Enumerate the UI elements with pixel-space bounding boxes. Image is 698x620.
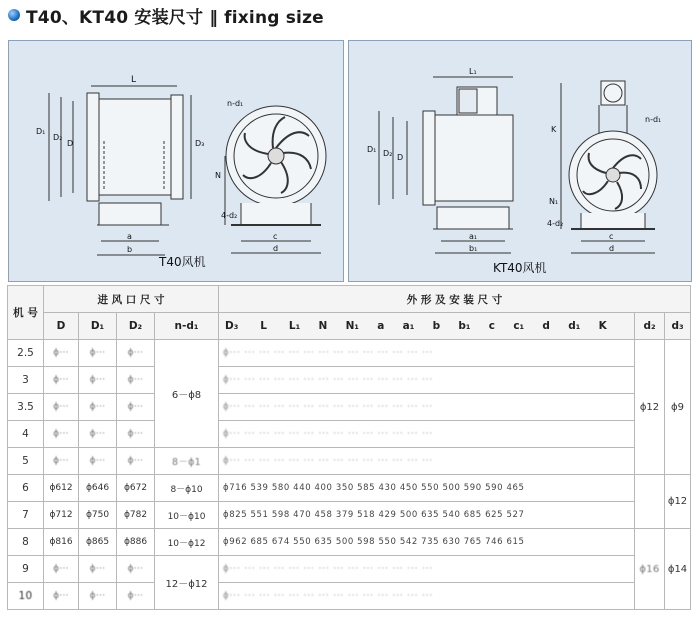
- label-4d2: 4-d₂: [221, 211, 238, 220]
- blurred-cell: ϕ···: [79, 340, 117, 367]
- nd1-cell: 8－ϕ10: [155, 475, 219, 502]
- table-row: [8, 340, 691, 367]
- inlet-D-cell: ϕ712: [44, 502, 79, 529]
- table-row: [8, 448, 691, 475]
- table-row: [8, 367, 691, 394]
- inlet-D1-cell: ϕ865: [79, 529, 117, 556]
- blurred-cell: ϕ···: [117, 421, 155, 448]
- title-text: T40、KT40 安装尺寸 ‖ fixing size: [26, 7, 324, 28]
- nd1-cell: 6－ϕ8: [155, 340, 219, 448]
- subheader-outline-dims: [219, 313, 635, 340]
- label-b1: b₁: [469, 244, 478, 253]
- subheader-a1: a₁: [402, 320, 415, 332]
- machine-no-cell: 3: [8, 367, 44, 394]
- subheader-L: L: [260, 320, 267, 332]
- label-b: b: [127, 245, 133, 254]
- subheader-N: N: [318, 320, 328, 332]
- table-row: [8, 583, 691, 610]
- inlet-D-cell: ϕ816: [44, 529, 79, 556]
- subheader-D3: D₃: [225, 320, 239, 332]
- inlet-D2-cell: ϕ886: [117, 529, 155, 556]
- blurred-cell: ϕ···: [79, 556, 117, 583]
- table-row: [8, 475, 691, 502]
- label-D: D: [67, 139, 74, 148]
- label-L1: L₁: [469, 67, 477, 76]
- inlet-D2-cell: ϕ782: [117, 502, 155, 529]
- label-K: K: [551, 125, 557, 134]
- blurred-cell: ϕ···: [44, 448, 79, 475]
- header-machine-no: 机 号: [8, 286, 44, 340]
- label-c: c: [273, 232, 278, 241]
- inlet-D1-cell: ϕ646: [79, 475, 117, 502]
- blurred-cell: ϕ···: [79, 421, 117, 448]
- blurred-cell: ϕ···: [44, 340, 79, 367]
- blurred-cell: ϕ···: [79, 394, 117, 421]
- label-d: d: [273, 244, 279, 253]
- blurred-cell: ϕ···: [117, 394, 155, 421]
- nd1-cell: 10－ϕ10: [155, 502, 219, 529]
- d3-cell: ϕ12: [665, 475, 691, 529]
- bullet-icon: [8, 9, 20, 21]
- machine-no-cell: 7: [8, 502, 44, 529]
- t40-drawing: [9, 41, 343, 281]
- section-title: [8, 4, 324, 26]
- blurred-cell: ϕ···: [44, 583, 79, 610]
- blurred-cell: ϕ···: [117, 340, 155, 367]
- nd1-cell: 12－ϕ12: [155, 556, 219, 610]
- blurred-dims-cell: ϕ··· ··· ··· ··· ··· ··· ··· ··· ··· ··· ··· ··· ··· ···: [219, 367, 635, 394]
- label-N1: N₁: [549, 197, 559, 206]
- fixing-size-table: [7, 285, 690, 615]
- header-inlet: 进 风 口 尺 寸: [44, 286, 219, 313]
- subheader-D: D: [44, 313, 79, 340]
- subheader-D1: D₁: [79, 313, 117, 340]
- label-nd1: n-d₁: [227, 99, 244, 108]
- blurred-cell: ϕ···: [117, 583, 155, 610]
- label-D3: D₃: [195, 139, 205, 148]
- outline-dims-cell: ϕ825 551 598 470 458 379 518 429 500 635 540 685 625 527: [219, 502, 635, 529]
- subheader-d3: d₃: [665, 313, 691, 340]
- d2-cell: ϕ16: [635, 529, 665, 610]
- label-D2-kt: D₂: [383, 149, 393, 158]
- machine-no-cell: 9: [8, 556, 44, 583]
- machine-no-cell: 10: [8, 583, 44, 610]
- outline-dims-cell: ϕ962 685 674 550 635 500 598 550 542 735 630 765 746 615: [219, 529, 635, 556]
- table-row: [8, 529, 691, 556]
- subheader-a: a: [377, 320, 385, 332]
- t40-drawing-panel: [8, 40, 344, 282]
- blurred-cell: ϕ···: [79, 448, 117, 475]
- machine-no-cell: 5: [8, 448, 44, 475]
- kt40-drawing-panel: [348, 40, 692, 282]
- subheader-b: b: [432, 320, 441, 332]
- header-outline: 外 形 及 安 装 尺 寸: [219, 286, 691, 313]
- subheader-nd1: n-d₁: [155, 313, 219, 340]
- outline-dims-cell: ϕ716 539 580 440 400 350 585 430 450 550 500 590 590 465: [219, 475, 635, 502]
- machine-no-cell: 3.5: [8, 394, 44, 421]
- d2-empty-cell: [635, 475, 665, 529]
- table-row: [8, 502, 691, 529]
- label-D2: D₂: [53, 133, 63, 142]
- t40-caption: T40风机: [159, 255, 206, 269]
- subheader-b1: b₁: [458, 320, 471, 332]
- machine-no-cell: 6: [8, 475, 44, 502]
- nd1-cell: 8－ϕ1: [155, 448, 219, 475]
- label-a1: a₁: [469, 232, 478, 241]
- blurred-dims-cell: ϕ··· ··· ··· ··· ··· ··· ··· ··· ··· ··· ··· ··· ··· ···: [219, 340, 635, 367]
- subheader-c1: c₁: [513, 320, 525, 332]
- subheader-d1: d₁: [568, 320, 581, 332]
- blurred-dims-cell: ϕ··· ··· ··· ··· ··· ··· ··· ··· ··· ··· ··· ··· ··· ···: [219, 448, 635, 475]
- subheader-d2: d₂: [635, 313, 665, 340]
- nd1-cell: 10－ϕ12: [155, 529, 219, 556]
- subheader-c: c: [488, 320, 496, 332]
- label-D1-kt: D₁: [367, 145, 377, 154]
- inlet-D1-cell: ϕ750: [79, 502, 117, 529]
- label-D-kt: D: [397, 153, 404, 162]
- blurred-cell: ϕ···: [44, 421, 79, 448]
- table-row: [8, 556, 691, 583]
- blurred-dims-cell: ϕ··· ··· ··· ··· ··· ··· ··· ··· ··· ··· ··· ··· ··· ···: [219, 394, 635, 421]
- blurred-cell: ϕ···: [117, 556, 155, 583]
- label-d-kt: d: [609, 244, 615, 253]
- blurred-dims-cell: ϕ··· ··· ··· ··· ··· ··· ··· ··· ··· ··· ··· ··· ··· ···: [219, 583, 635, 610]
- machine-no-cell: 4: [8, 421, 44, 448]
- label-N: N: [215, 171, 221, 180]
- subheader-N1: N₁: [345, 320, 359, 332]
- blurred-cell: ϕ···: [79, 583, 117, 610]
- machine-no-cell: 2.5: [8, 340, 44, 367]
- blurred-cell: ϕ···: [117, 367, 155, 394]
- label-c-kt: c: [609, 232, 614, 241]
- blurred-cell: ϕ···: [44, 367, 79, 394]
- label-L: L: [131, 75, 137, 85]
- subheader-K: K: [598, 320, 607, 332]
- table-row: [8, 394, 691, 421]
- blurred-cell: ϕ···: [44, 556, 79, 583]
- blurred-cell: ϕ···: [117, 448, 155, 475]
- subheader-d: d: [542, 320, 550, 332]
- kt40-caption: KT40风机: [493, 261, 547, 275]
- label-D1: D₁: [36, 127, 46, 136]
- machine-no-cell: 8: [8, 529, 44, 556]
- label-4d2-kt: 4-d₂: [547, 219, 564, 228]
- table-row: [8, 421, 691, 448]
- d3-cell: ϕ14: [665, 529, 691, 610]
- label-nd1-kt: n-d₁: [645, 115, 662, 124]
- blurred-cell: ϕ···: [79, 367, 117, 394]
- d2-cell: ϕ12: [635, 340, 665, 475]
- blurred-dims-cell: ϕ··· ··· ··· ··· ··· ··· ··· ··· ··· ··· ··· ··· ··· ···: [219, 556, 635, 583]
- subheader-L1: L₁: [288, 320, 301, 332]
- blurred-cell: ϕ···: [44, 394, 79, 421]
- d3-cell: ϕ9: [665, 340, 691, 475]
- subheader-D2: D₂: [117, 313, 155, 340]
- inlet-D2-cell: ϕ672: [117, 475, 155, 502]
- blurred-dims-cell: ϕ··· ··· ··· ··· ··· ··· ··· ··· ··· ··· ··· ··· ··· ···: [219, 421, 635, 448]
- inlet-D-cell: ϕ612: [44, 475, 79, 502]
- label-a: a: [127, 232, 132, 241]
